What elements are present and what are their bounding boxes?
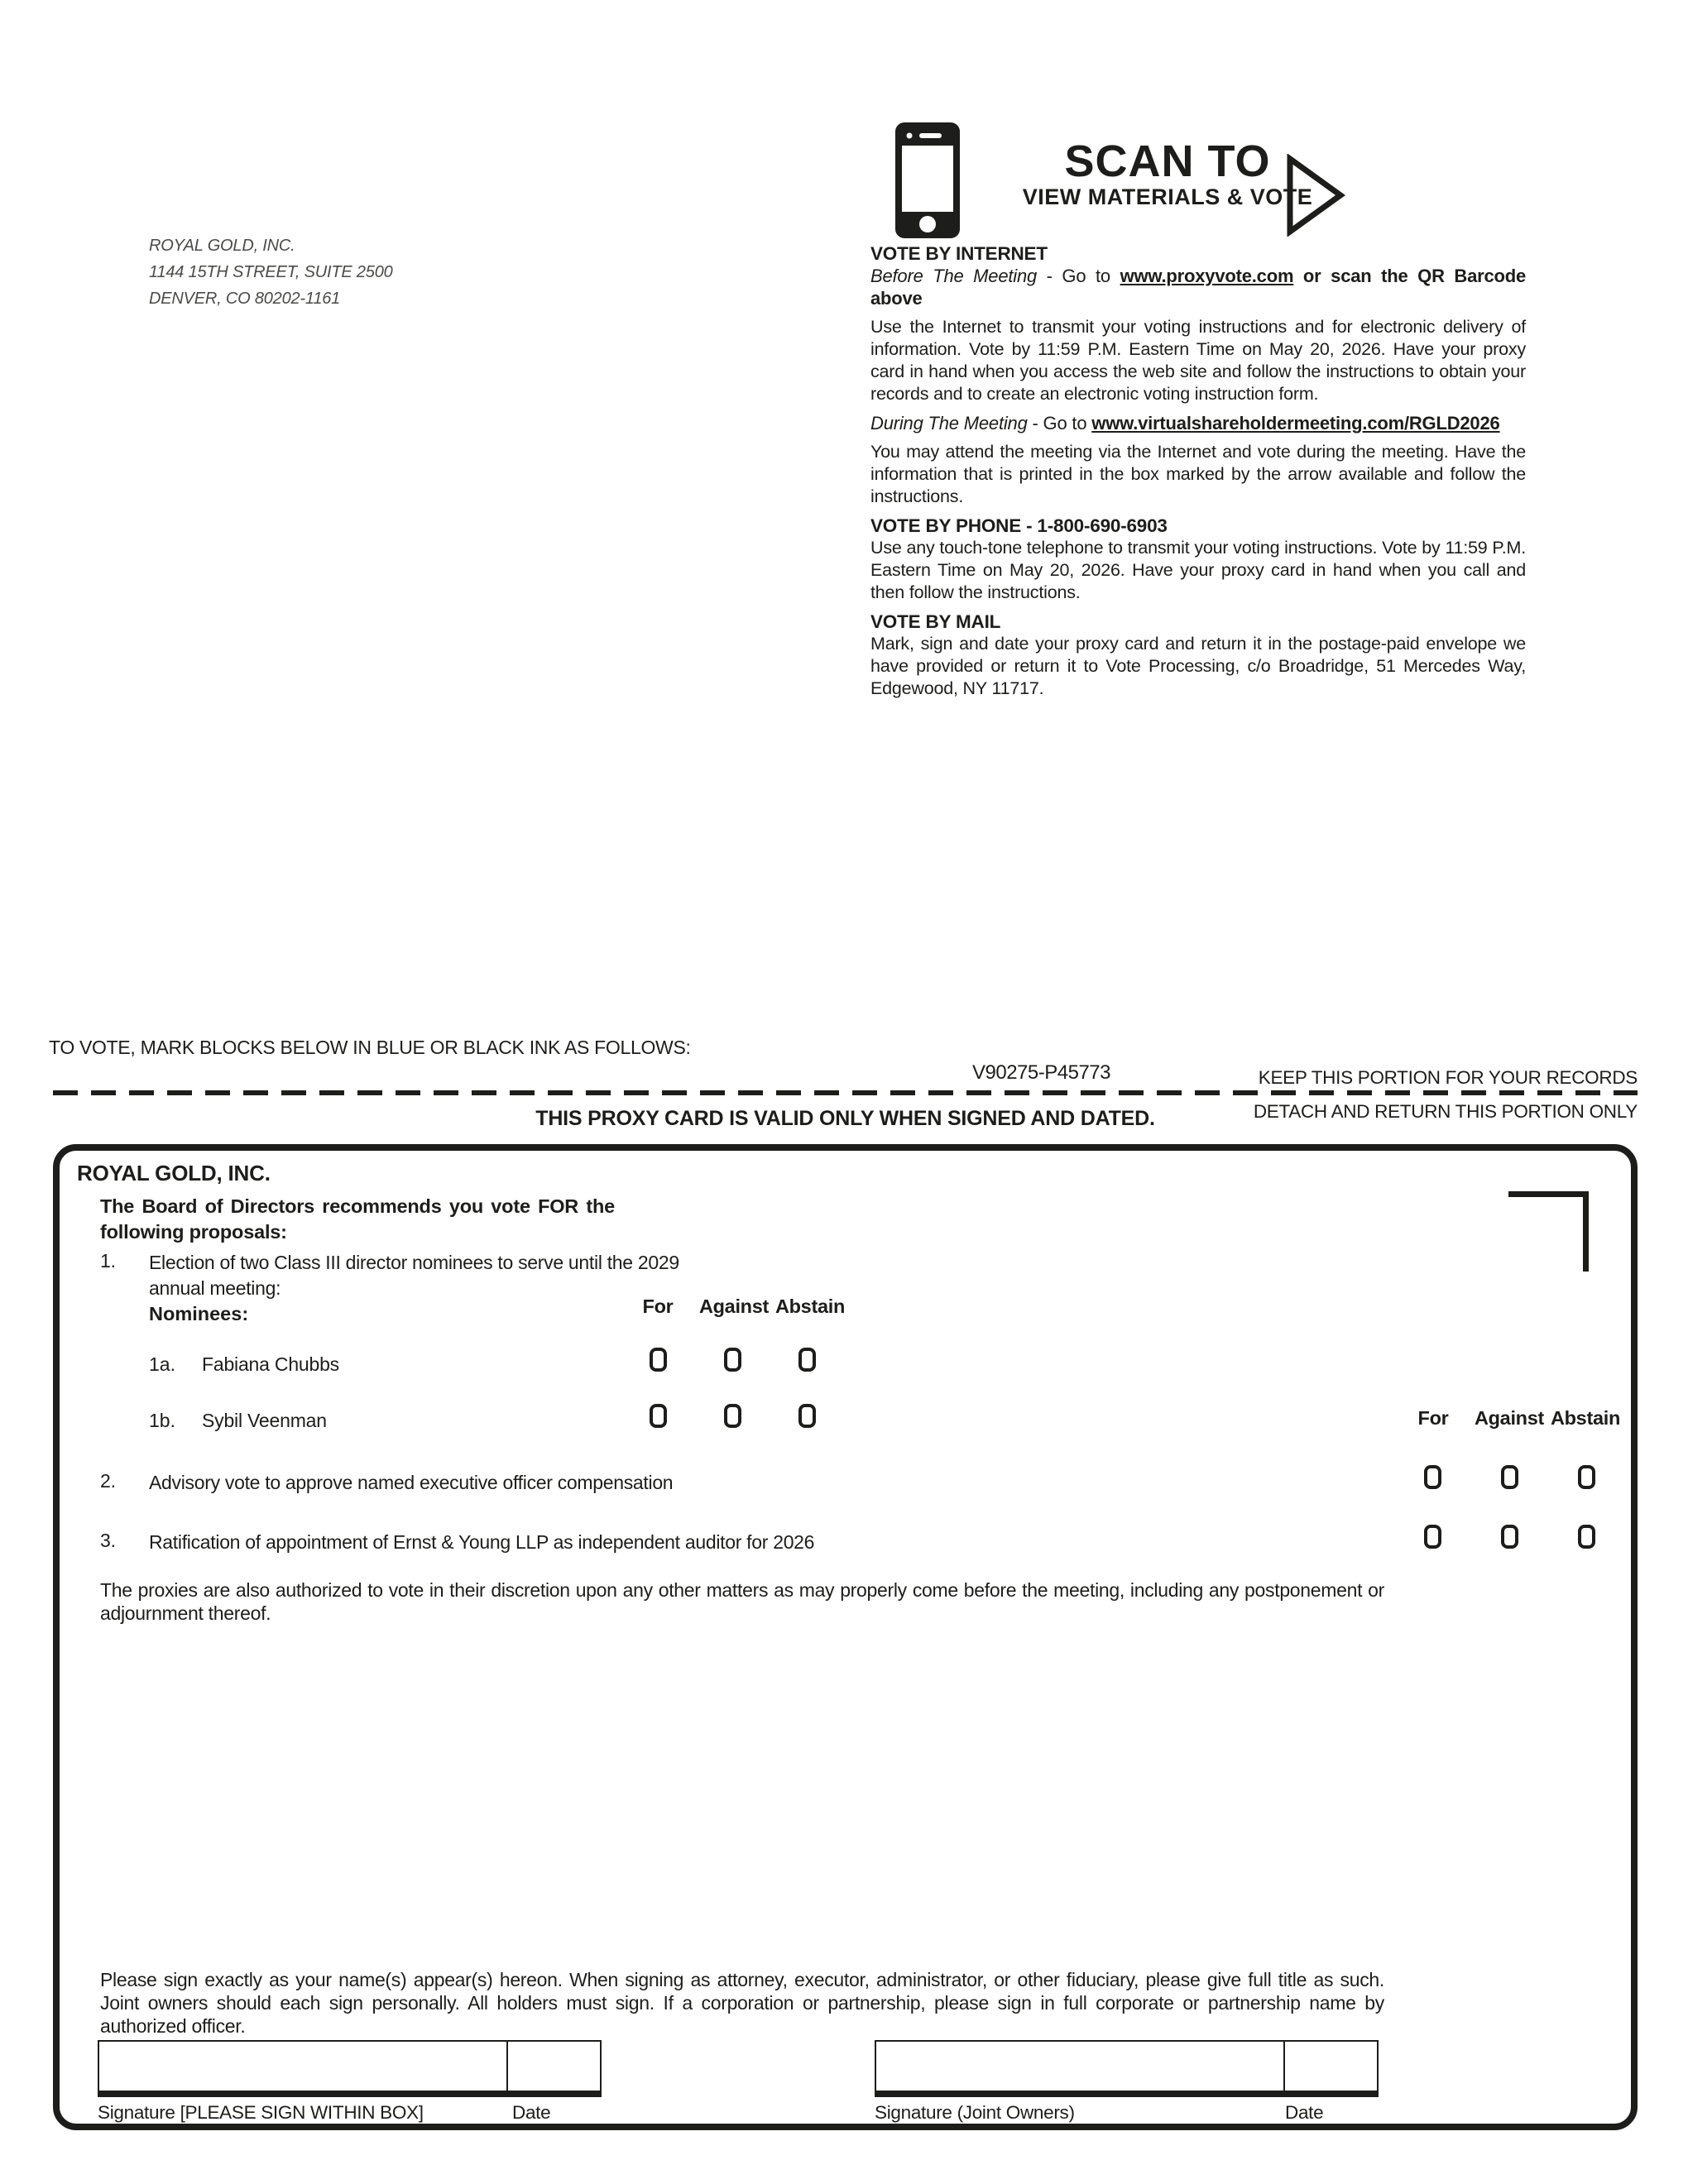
board-recommendation: The Board of Directors recommends you vote FOR the following proposals: [100,1195,615,1243]
vote-instructions [870,242,1526,706]
scan-banner-title: SCAN TO [1064,136,1271,186]
checkbox-3-against[interactable] [1501,1525,1518,1549]
phone-body: Use any touch-tone telephone to transmit your voting instructions. Vote by 11:59 P.M. Eastern Time on May 20, 2026. Have your proxy card in hand when you call and then follow the instructions. [870,538,1526,602]
internet-during-body: You may attend the meeting via the Internet and vote during the meeting. Have the information that is printed in the box marked by the arrow available and follow the instructions. [870,442,1526,506]
proxyvote-link[interactable]: www.proxyvote.com [1120,266,1294,286]
checkbox-2-abstain[interactable] [1578,1465,1595,1489]
return-address-line: DENVER, CO 80202-1161 [149,290,341,308]
signature-field-primary[interactable] [99,2042,506,2091]
proposal-3-number: 3. [100,1530,116,1551]
date-field-primary[interactable] [506,2042,600,2091]
return-address-line: 1144 15TH STREET, SUITE 2500 [149,263,393,281]
nominee-1a-number: 1a. [149,1353,175,1375]
checkbox-2-for[interactable] [1424,1465,1441,1489]
internet-before-body: Use the Internet to transmit your voting instructions and for electronic delivery of information. Vote by 11:59 P.M. Eastern Time on May 20, 2026. Have your proxy card in hand when you access the web site and follow the instructions to obtain your records and to create an electronic voting instruction form. [870,317,1526,404]
checkbox-1a-abstain[interactable] [798,1348,816,1372]
during-meeting-label: During The Meeting [870,413,1028,433]
detach-return-note: DETACH AND RETURN THIS PORTION ONLY [1253,1101,1638,1122]
mark-instruction: TO VOTE, MARK BLOCKS BELOW IN BLUE OR BLACK INK AS FOLLOWS: [49,1037,691,1058]
before-meeting-suffix: or scan the QR Barcode above [870,266,1527,309]
arrow-box-corner-mark [1508,1191,1589,1197]
checkbox-1b-abstain[interactable] [798,1404,816,1428]
control-number: V90275-P45773 [972,1061,1110,1084]
arrow-box-corner-mark [1583,1191,1589,1272]
smartphone-icon [895,122,960,238]
vote-by-phone-heading: VOTE BY PHONE - 1-800-690-6903 [870,515,1168,536]
checkbox-3-for[interactable] [1424,1525,1441,1549]
column-against: Against [1474,1407,1545,1429]
column-for: For [1417,1407,1449,1429]
date-label-primary: Date [512,2102,551,2123]
scan-banner-subtitle: VIEW MATERIALS & VOTE [1022,184,1313,209]
checkbox-2-against[interactable] [1501,1465,1518,1489]
keep-portion-note: KEEP THIS PORTION FOR YOUR RECORDS [1258,1067,1638,1088]
signing-instructions: Please sign exactly as your name(s) appear(s) hereon. When signing as attorney, executor, administrator, or other fiduciary, please give full title as such. Joint owners should each sign personally. All holders must sign. If a corporation or partnership, please sign in full corporate or partnership name by authorized officer. [100,1969,1384,2037]
vote-by-mail-heading: VOTE BY MAIL [870,611,1001,632]
nominee-1a-name: Fabiana Chubbs [202,1353,339,1375]
date-label-joint: Date [1285,2102,1324,2123]
signature-label-primary: Signature [PLEASE SIGN WITHIN BOX] [98,2102,424,2123]
virtual-meeting-link[interactable]: www.virtualshareholdermeeting.com/RGLD2026 [1091,413,1500,433]
company-name: ROYAL GOLD, INC. [77,1161,271,1185]
mail-body: Mark, sign and date your proxy card and return it in the postage-paid envelope we have provided or return it to Vote Processing, c/o Broadridge, 51 Mercedes Way, Edgewood, NY 11717. [870,634,1526,698]
proposal-2-number: 2. [100,1470,116,1492]
vote-columns-header-right [1395,1407,1623,1430]
return-address [149,232,393,312]
proposal-3-text: Ratification of appointment of Ernst & Young LLP as independent auditor for 2026 [149,1531,815,1553]
checkbox-1a-against[interactable] [724,1348,741,1372]
date-field-joint[interactable] [1283,2042,1377,2091]
nominee-1b-name: Sybil Veenman [202,1410,327,1431]
arrow-right-icon [1286,154,1345,237]
during-meeting-mid: - Go to [1027,413,1092,433]
nominee-1b-number: 1b. [149,1410,175,1431]
checkbox-1a-for[interactable] [650,1348,667,1372]
before-meeting-mid: - Go to [1037,266,1120,286]
proposal-1-number: 1. [100,1250,116,1272]
vote-by-internet-heading: VOTE BY INTERNET [870,243,1048,264]
before-meeting-line [870,265,1526,309]
checkbox-1b-against[interactable] [724,1404,741,1428]
proposal-1-text: Election of two Class III director nominees to serve until the 2029 annual meeting: [149,1252,679,1299]
discretion-note: The proxies are also authorized to vote in their discretion upon any other matters as may properly come before the meeting, including any postponement or adjournment thereof. [100,1579,1384,1624]
column-against: Against [698,1296,770,1317]
signature-label-joint: Signature (Joint Owners) [875,2102,1075,2123]
ballot-card [53,1144,1638,2130]
valid-when-signed-note: THIS PROXY CARD IS VALID ONLY WHEN SIGNED AND DATED. [535,1107,1155,1130]
signature-box-joint [875,2040,1379,2097]
vote-columns-header-left [620,1296,848,1318]
column-abstain: Abstain [1550,1407,1621,1429]
column-abstain: Abstain [774,1296,846,1317]
before-meeting-label: Before The Meeting [870,266,1038,286]
during-meeting-line [870,412,1526,434]
column-for: For [642,1296,674,1317]
checkbox-3-abstain[interactable] [1578,1525,1595,1549]
detach-perforation-line [53,1090,1638,1095]
return-address-line: ROYAL GOLD, INC. [149,237,295,255]
signature-field-joint[interactable] [876,2042,1283,2091]
checkbox-1b-for[interactable] [650,1404,667,1428]
proposal-2-text: Advisory vote to approve named executive officer compensation [149,1472,674,1493]
nominees-label: Nominees: [149,1303,249,1324]
signature-box-primary [98,2040,602,2097]
